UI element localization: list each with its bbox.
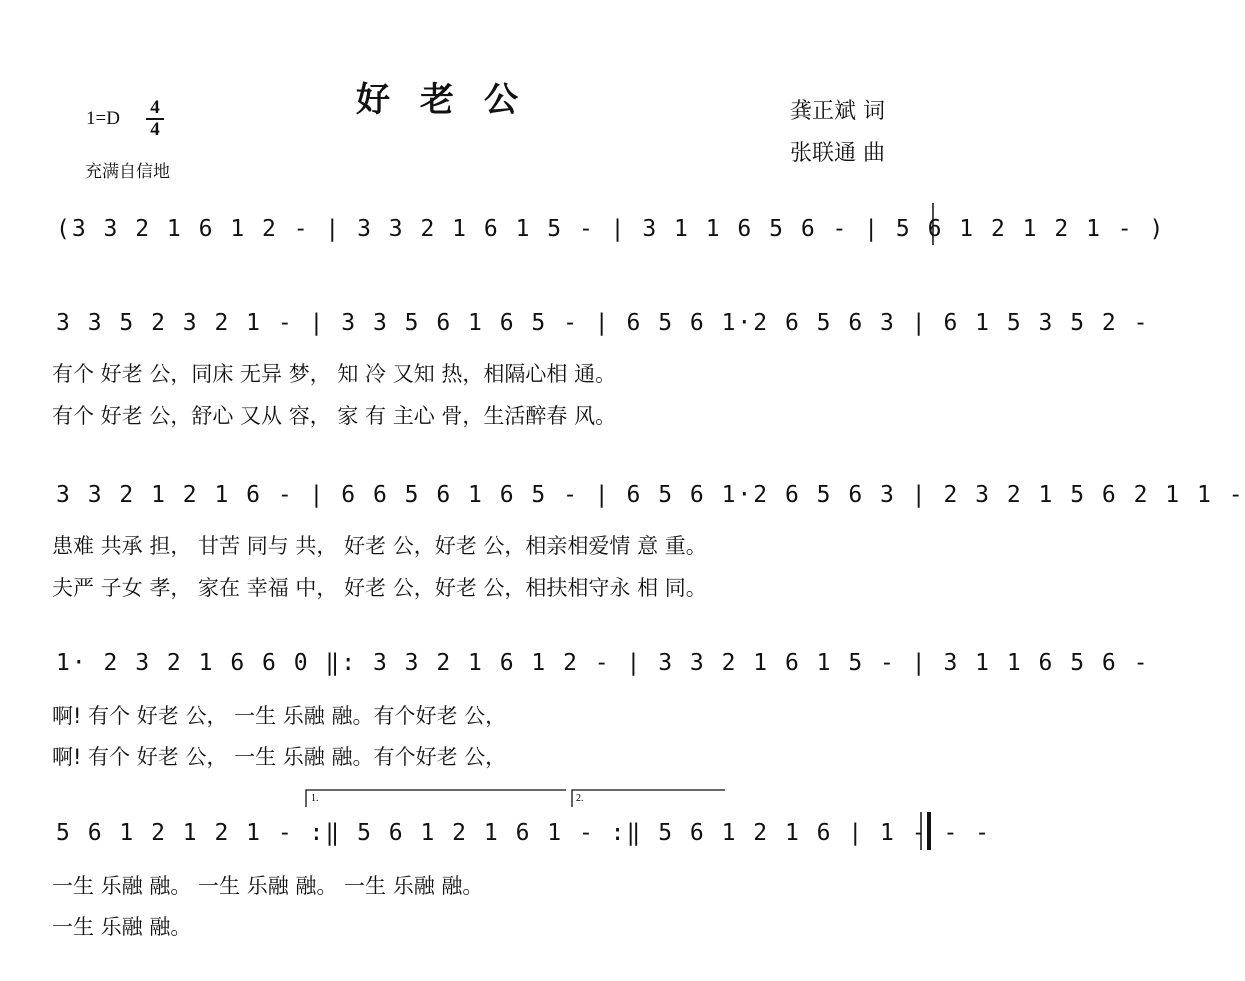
lyrics-line-5-verse-1: 一生 乐融 融。 一生 乐融 融。 一生 乐融 融。 [52,874,484,898]
lyrics-line-3-verse-2: 夫严 子女 孝， 家在 幸福 中， 好老 公，好老 公，相扶相守永 相 同。 [52,576,707,600]
volta-first-label: 1. [311,793,319,804]
notes-line-5: 5 6 1 2 1 2 1 - :‖ 5 6 1 2 1 6 1 - :‖ 5 6 1 2 1 6 | 1 - - - [56,820,991,846]
volta-second-label: 2. [576,793,584,804]
lyricist-credit: 龚正斌 词 [790,99,885,124]
lyrics-line-4-verse-1: 啊! 有个 好老 公， 一生 乐融 融。有个好老 公， [52,704,507,728]
song-title: 好老公 [356,80,548,120]
lyrics-line-4-verse-2: 啊! 有个 好老 公， 一生 乐融 融。有个好老 公， [52,745,507,769]
volta-first-bracket [306,790,566,807]
lyrics-line-5-verse-2: 一生 乐融 融。 [52,915,192,939]
time-signature-bottom: 4 [150,119,160,140]
expression-mark: 充满自信地 [85,162,170,182]
notes-line-1: (3 3 2 1 6 1 2 - | 3 3 2 1 6 1 5 - | 3 1 1 6 5 6 - | 5 6 1 2 1 2 1 - ) [56,216,1166,242]
key-signature: 1=D [86,108,120,129]
lyrics-line-2-verse-2: 有个 好老 公，舒心 又从 容， 家 有 主心 骨，生活醉春 风。 [52,404,617,428]
notes-line-2: 3 3 5 2 3 2 1 - | 3 3 5 6 1 6 5 - | 6 5 6 1·2 6 5 6 3 | 6 1 5 3 5 2 - [56,310,1150,336]
notes-line-4: 1· 2 3 2 1 6 6 0 ‖: 3 3 2 1 6 1 2 - | 3 3 2 1 6 1 5 - | 3 1 1 6 5 6 - [56,650,1150,676]
lyrics-line-2-verse-1: 有个 好老 公，同床 无异 梦， 知 冷 又知 热，相隔心相 通。 [52,362,617,386]
notes-line-3: 3 3 2 1 2 1 6 - | 6 6 5 6 1 6 5 - | 6 5 6 1·2 6 5 6 3 | 2 3 2 1 5 6 2 1 1 - [56,482,1245,508]
composer-credit: 张联通 曲 [790,141,885,166]
lyrics-line-3-verse-1: 患难 共承 担， 甘苦 同与 共， 好老 公，好老 公，相亲相爱情 意 重。 [52,534,707,558]
volta-second-bracket [572,790,725,807]
time-signature-top: 4 [150,97,160,118]
